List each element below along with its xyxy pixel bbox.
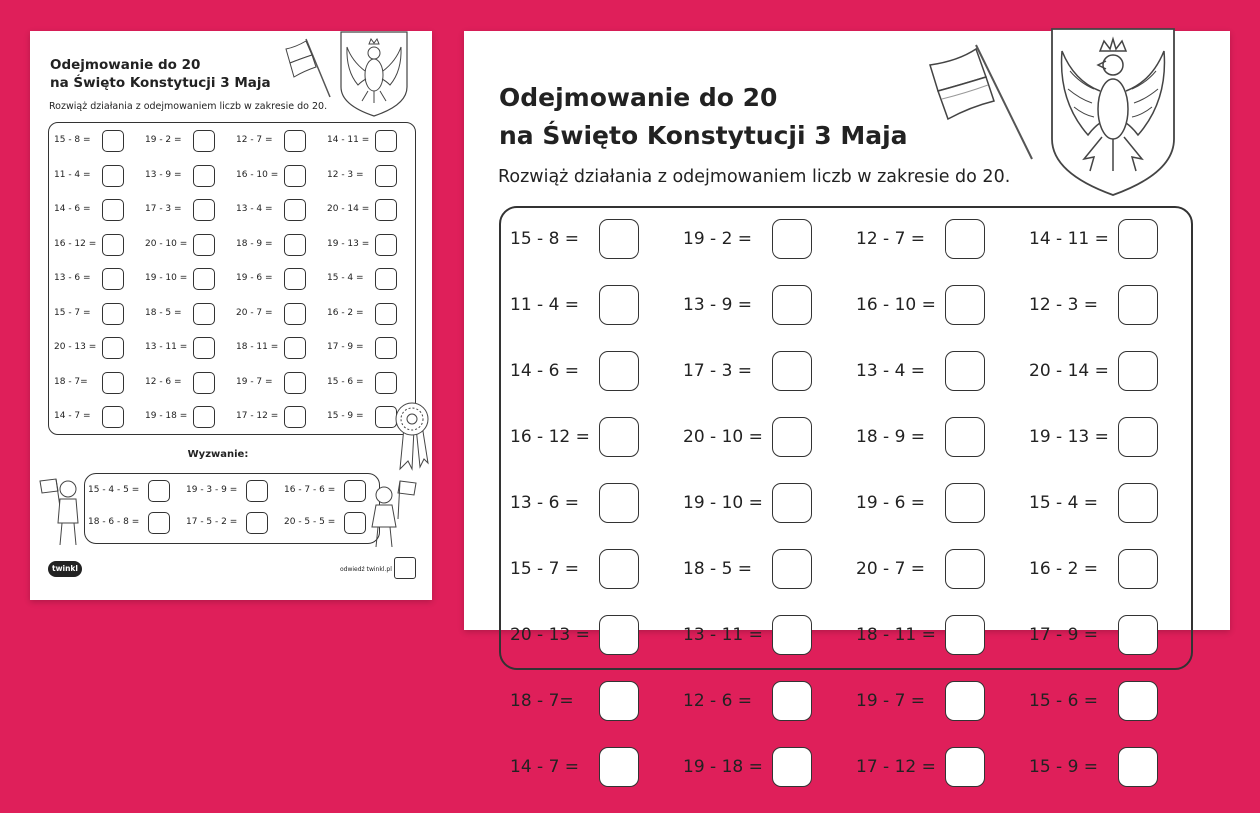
- equation-text: 14 - 7 =: [510, 757, 580, 777]
- answer-box[interactable]: [284, 303, 306, 325]
- equation-text: 17 - 5 - 2 =: [186, 517, 238, 527]
- equation-text: 19 - 6 =: [856, 493, 926, 513]
- answer-box[interactable]: [344, 480, 366, 502]
- preview-exercise-grid: [48, 122, 416, 435]
- answer-box[interactable]: [284, 337, 306, 359]
- equation-text: 19 - 13 =: [1029, 427, 1109, 447]
- answer-box[interactable]: [375, 268, 397, 290]
- answer-box[interactable]: [945, 285, 985, 325]
- equation-text: 12 - 6 =: [145, 376, 182, 387]
- equation-text: 13 - 9 =: [683, 295, 753, 315]
- answer-box[interactable]: [102, 130, 124, 152]
- answer-box[interactable]: [772, 351, 812, 391]
- answer-box[interactable]: [246, 512, 268, 534]
- answer-box[interactable]: [1118, 483, 1158, 523]
- answer-box[interactable]: [1118, 351, 1158, 391]
- answer-box[interactable]: [102, 165, 124, 187]
- challenge-frame: [84, 473, 380, 544]
- equation-text: 15 - 9 =: [327, 411, 364, 421]
- answer-box[interactable]: [344, 512, 366, 534]
- page-title-line2: na Święto Konstytucji 3 Maja: [499, 121, 908, 150]
- equation-text: 19 - 10 =: [145, 273, 188, 283]
- answer-box[interactable]: [772, 417, 812, 457]
- exercise-row: [501, 615, 1191, 681]
- footer-url: odwiedź twinkl.pl: [340, 566, 392, 573]
- answer-box[interactable]: [772, 681, 812, 721]
- child-with-flag-left-icon: [38, 477, 86, 549]
- answer-box[interactable]: [375, 337, 397, 359]
- answer-box[interactable]: [193, 234, 215, 256]
- equation-text: 13 - 6 =: [54, 273, 91, 283]
- equation-text: 14 - 11 =: [1029, 229, 1109, 249]
- equation-text: 18 - 5 =: [683, 559, 753, 579]
- answer-box[interactable]: [375, 199, 397, 221]
- exercise-row: [49, 165, 415, 199]
- answer-box[interactable]: [102, 234, 124, 256]
- equation-text: 13 - 11 =: [145, 342, 188, 352]
- answer-box[interactable]: [284, 165, 306, 187]
- equation-text: 13 - 4 =: [856, 361, 926, 381]
- preview-title-line1: Odejmowanie do 20: [50, 57, 201, 73]
- challenge-label: Wyzwanie:: [187, 449, 249, 460]
- answer-box[interactable]: [193, 199, 215, 221]
- equation-text: 19 - 7 =: [236, 376, 273, 387]
- answer-box[interactable]: [1118, 549, 1158, 589]
- equation-text: 18 - 6 - 8 =: [88, 517, 140, 527]
- twinkl-logo: twinkl: [48, 561, 82, 577]
- page-title-line1: Odejmowanie do 20: [499, 83, 778, 112]
- answer-box[interactable]: [284, 268, 306, 290]
- answer-box[interactable]: [193, 372, 215, 394]
- equation-text: 15 - 4 - 5 =: [88, 485, 140, 495]
- answer-box[interactable]: [375, 303, 397, 325]
- answer-box[interactable]: [1118, 681, 1158, 721]
- equation-text: 13 - 4 =: [236, 204, 273, 214]
- equation-text: 20 - 14 =: [1029, 361, 1109, 381]
- equation-text: 17 - 3 =: [145, 204, 182, 214]
- exercise-row: [49, 372, 415, 406]
- exercise-row: [501, 549, 1191, 615]
- exercise-row: [501, 351, 1191, 417]
- answer-box[interactable]: [599, 483, 639, 523]
- answer-box[interactable]: [102, 406, 124, 428]
- equation-text: 18 - 11 =: [856, 625, 936, 645]
- equation-text: 16 - 12 =: [510, 427, 590, 447]
- answer-box[interactable]: [193, 130, 215, 152]
- equation-text: 20 - 13 =: [510, 625, 590, 645]
- equation-text: 15 - 8 =: [510, 229, 580, 249]
- answer-box[interactable]: [284, 372, 306, 394]
- equation-text: 13 - 6 =: [510, 493, 580, 513]
- equation-text: 13 - 9 =: [145, 169, 182, 180]
- twinkl-badge-icon: [394, 557, 416, 579]
- exercise-row: [501, 747, 1191, 813]
- equation-text: 15 - 6 =: [1029, 691, 1099, 711]
- equation-text: 19 - 18 =: [683, 757, 763, 777]
- equation-text: 14 - 11 =: [327, 135, 370, 145]
- equation-text: 19 - 2 =: [683, 229, 753, 249]
- preview-title-line2: na Święto Konstytucji 3 Maja: [50, 75, 271, 91]
- flag-icon: [926, 43, 1036, 161]
- equation-text: 18 - 5 =: [145, 307, 182, 318]
- equation-text: 17 - 12 =: [236, 411, 279, 421]
- equation-text: 15 - 9 =: [1029, 757, 1099, 777]
- equation-text: 15 - 6 =: [327, 376, 364, 387]
- equation-text: 12 - 3 =: [327, 169, 364, 180]
- answer-box[interactable]: [148, 480, 170, 502]
- answer-box[interactable]: [772, 219, 812, 259]
- answer-box[interactable]: [193, 303, 215, 325]
- answer-box[interactable]: [1118, 747, 1158, 787]
- equation-text: 15 - 4 =: [327, 273, 364, 283]
- equation-text: 15 - 4 =: [1029, 493, 1099, 513]
- answer-box[interactable]: [102, 337, 124, 359]
- equation-text: 16 - 10 =: [236, 169, 279, 180]
- equation-text: 19 - 3 - 9 =: [186, 485, 238, 495]
- child-with-flag-right-icon: [370, 477, 420, 549]
- answer-box[interactable]: [1118, 615, 1158, 655]
- equation-text: 17 - 9 =: [1029, 625, 1099, 645]
- exercise-row: [85, 480, 379, 508]
- equation-text: 12 - 7 =: [236, 135, 273, 145]
- equation-text: 20 - 14 =: [327, 204, 370, 214]
- equation-text: 19 - 2 =: [145, 135, 182, 145]
- equation-text: 20 - 10 =: [683, 427, 763, 447]
- answer-box[interactable]: [945, 549, 985, 589]
- equation-text: 19 - 18 =: [145, 411, 188, 421]
- equation-text: 15 - 7 =: [54, 307, 91, 318]
- equation-text: 14 - 6 =: [54, 204, 91, 214]
- answer-box[interactable]: [193, 337, 215, 359]
- answer-box[interactable]: [945, 351, 985, 391]
- answer-box[interactable]: [284, 406, 306, 428]
- answer-box[interactable]: [945, 615, 985, 655]
- answer-box[interactable]: [945, 483, 985, 523]
- answer-box[interactable]: [599, 549, 639, 589]
- equation-text: 18 - 11 =: [236, 342, 279, 352]
- equation-text: 13 - 11 =: [683, 625, 763, 645]
- answer-box[interactable]: [772, 549, 812, 589]
- equation-text: 14 - 6 =: [510, 361, 580, 381]
- answer-box[interactable]: [945, 681, 985, 721]
- equation-text: 12 - 3 =: [1029, 295, 1099, 315]
- answer-box[interactable]: [599, 615, 639, 655]
- answer-box[interactable]: [102, 199, 124, 221]
- worksheet-zoomed: [464, 31, 1230, 777]
- answer-box[interactable]: [945, 417, 985, 457]
- equation-text: 16 - 12 =: [54, 238, 97, 249]
- exercise-row: [49, 406, 415, 440]
- equation-text: 16 - 10 =: [856, 295, 936, 315]
- equation-text: 12 - 7 =: [856, 229, 926, 249]
- answer-box[interactable]: [284, 234, 306, 256]
- worksheet-preview: [30, 31, 432, 600]
- answer-box[interactable]: [375, 372, 397, 394]
- coat-of-arms-eagle-icon: [1050, 31, 1176, 197]
- equation-text: 16 - 2 =: [1029, 559, 1099, 579]
- equation-text: 11 - 4 =: [510, 295, 580, 315]
- answer-box[interactable]: [102, 303, 124, 325]
- answer-box[interactable]: [772, 285, 812, 325]
- equation-text: 20 - 7 =: [236, 307, 273, 318]
- answer-box[interactable]: [599, 417, 639, 457]
- answer-box[interactable]: [772, 483, 812, 523]
- equation-text: 20 - 10 =: [145, 238, 188, 249]
- exercise-row: [49, 130, 415, 164]
- equation-text: 12 - 6 =: [683, 691, 753, 711]
- answer-box[interactable]: [193, 268, 215, 290]
- exercise-row: [49, 268, 415, 302]
- exercise-row: [501, 483, 1191, 549]
- equation-text: 19 - 10 =: [683, 493, 763, 513]
- answer-box[interactable]: [599, 285, 639, 325]
- answer-box[interactable]: [375, 130, 397, 152]
- answer-box[interactable]: [193, 165, 215, 187]
- exercise-row: [85, 512, 379, 540]
- rosette-icon: [394, 401, 430, 473]
- equation-text: 19 - 6 =: [236, 273, 273, 283]
- exercise-row: [501, 681, 1191, 747]
- equation-text: 17 - 3 =: [683, 361, 753, 381]
- equation-text: 19 - 7 =: [856, 691, 926, 711]
- equation-text: 16 - 7 - 6 =: [284, 485, 336, 495]
- answer-box[interactable]: [1118, 219, 1158, 259]
- answer-box[interactable]: [375, 234, 397, 256]
- answer-box[interactable]: [1118, 285, 1158, 325]
- answer-box[interactable]: [772, 615, 812, 655]
- equation-text: 11 - 4 =: [54, 169, 91, 180]
- equation-text: 17 - 12 =: [856, 757, 936, 777]
- equation-text: 15 - 8 =: [54, 135, 91, 145]
- exercise-row: [501, 417, 1191, 483]
- exercise-row: [501, 285, 1191, 351]
- answer-box[interactable]: [599, 219, 639, 259]
- answer-box[interactable]: [193, 406, 215, 428]
- exercise-row: [49, 337, 415, 371]
- flag-icon: [280, 37, 340, 99]
- equation-text: 15 - 7 =: [510, 559, 580, 579]
- exercise-grid: [499, 206, 1193, 777]
- equation-text: 20 - 7 =: [856, 559, 926, 579]
- exercise-row: [49, 234, 415, 268]
- exercise-row: [501, 219, 1191, 285]
- answer-box[interactable]: [945, 747, 985, 787]
- equation-text: 20 - 5 - 5 =: [284, 517, 336, 527]
- answer-box[interactable]: [945, 219, 985, 259]
- instruction-text: Rozwiąż działania z odejmowaniem liczb w zakresie do 20.: [498, 167, 1011, 187]
- equation-text: 18 - 7=: [510, 691, 574, 711]
- equation-text: 19 - 13 =: [327, 238, 370, 249]
- answer-box[interactable]: [246, 480, 268, 502]
- exercise-row: [49, 303, 415, 337]
- answer-box[interactable]: [102, 268, 124, 290]
- exercise-row: [49, 199, 415, 233]
- preview-instruction: Rozwiąż działania z odejmowaniem liczb w zakresie do 20.: [49, 101, 328, 112]
- answer-box[interactable]: [284, 199, 306, 221]
- equation-text: 18 - 7=: [54, 376, 88, 387]
- equation-text: 20 - 13 =: [54, 342, 97, 352]
- answer-box[interactable]: [599, 747, 639, 787]
- answer-box[interactable]: [772, 747, 812, 787]
- answer-box[interactable]: [102, 372, 124, 394]
- equation-text: 18 - 9 =: [856, 427, 926, 447]
- answer-box[interactable]: [148, 512, 170, 534]
- answer-box[interactable]: [284, 130, 306, 152]
- answer-box[interactable]: [375, 165, 397, 187]
- equation-text: 18 - 9 =: [236, 238, 273, 249]
- equation-text: 16 - 2 =: [327, 307, 364, 318]
- answer-box[interactable]: [599, 681, 639, 721]
- equation-text: 14 - 7 =: [54, 411, 91, 421]
- answer-box[interactable]: [599, 351, 639, 391]
- coat-of-arms-eagle-icon: [338, 31, 410, 117]
- equation-text: 17 - 9 =: [327, 342, 364, 352]
- answer-box[interactable]: [1118, 417, 1158, 457]
